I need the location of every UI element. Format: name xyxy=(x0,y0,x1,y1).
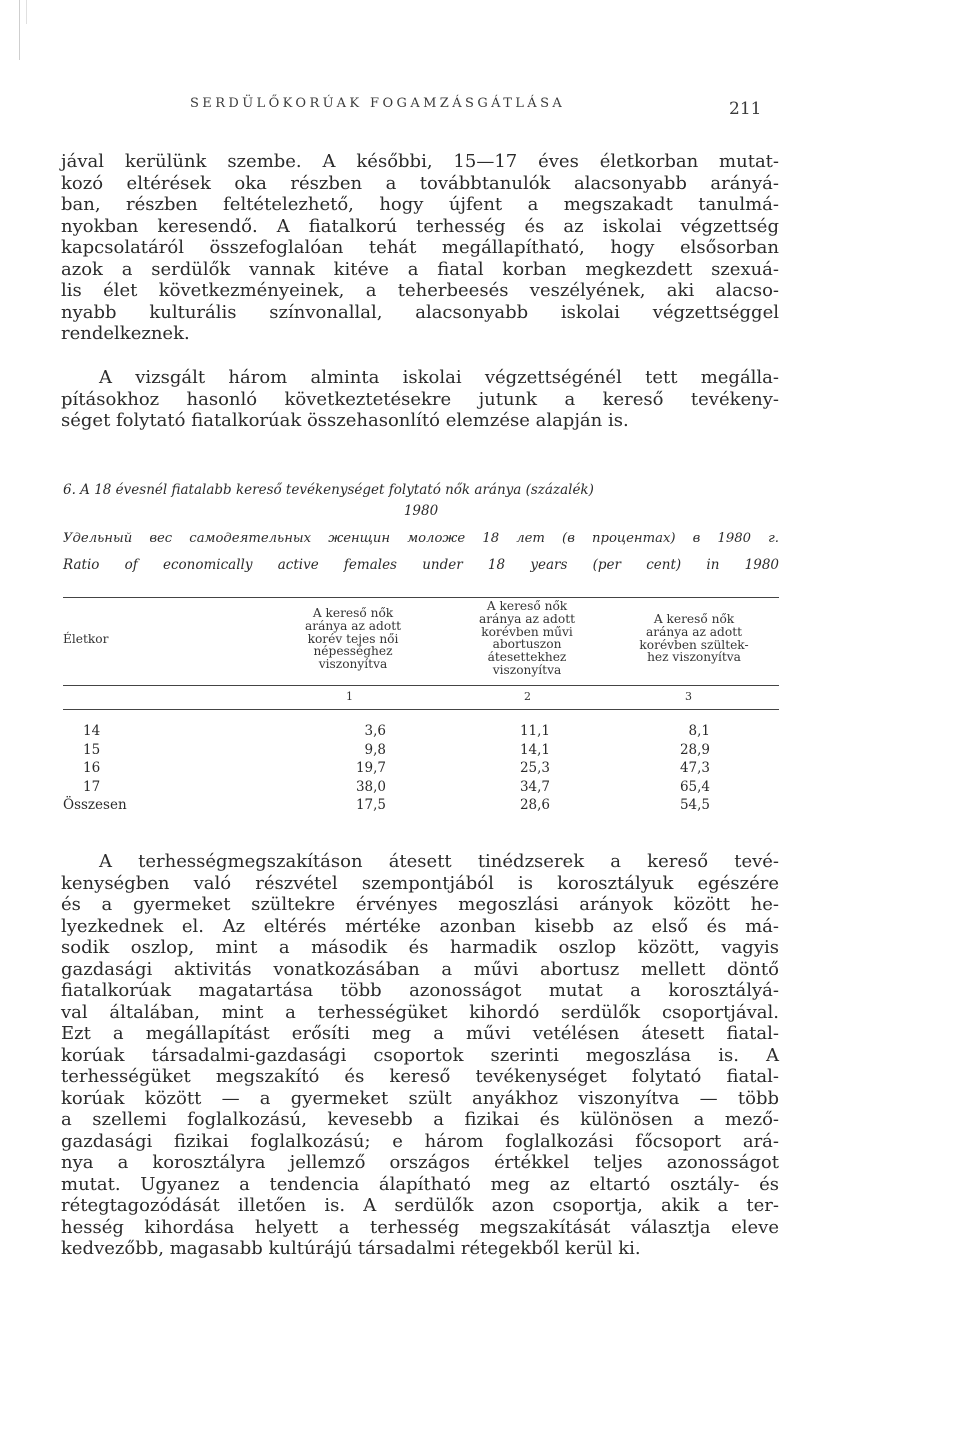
paragraph-line: hesség kihordása helyett a terhesség megszakítását választja eleve xyxy=(61,1216,779,1238)
row-label: 17 xyxy=(83,778,101,795)
paragraph-line: rétegtagozódását illetően is. A serdülők azon csoportja, akik a ter- xyxy=(61,1195,779,1216)
paragraph-line: pításokhoz hasonló következtetésekre jutunk a kereső tevékeny- xyxy=(61,388,779,410)
paragraph-line: sodik oszlop, mint a második és harmadik oszlop között, vagyis xyxy=(61,937,779,958)
paragraph-1 xyxy=(61,151,779,345)
header-line: népességhez xyxy=(313,644,393,659)
paragraph-line: kedvezőbb, magasabb kultúrájú társadalmi rétegekből kerül ki. xyxy=(61,1238,641,1259)
table-column-number-3: 3 xyxy=(685,690,692,703)
table-cell: 8,1 xyxy=(688,723,710,739)
paragraph-line: nya a korosztályra jellemző országos értékkel teljes azonosságot xyxy=(61,1152,779,1173)
table-cell: 34,7 xyxy=(519,778,550,795)
header-line: átesettekhez xyxy=(487,650,567,665)
paragraph-line: val általában, mint a terhességüket kihordó serdülők csoportjával. xyxy=(61,1001,779,1023)
table-column-values-2 xyxy=(470,722,550,815)
row-label: 15 xyxy=(83,741,101,758)
table-column-header-3 xyxy=(624,613,764,664)
paragraph-line: a szellemi foglalkozású, kevesebb a fizikai és különösen a mező- xyxy=(61,1109,779,1130)
header-line: A kereső nők xyxy=(653,612,735,626)
paragraph-line: kozó eltérések oka részben a továbbtanulók alacsonyabb arányá- xyxy=(61,172,779,194)
table-number-rule xyxy=(63,709,779,710)
paragraph-line: korúak társadalmi-gazdasági csoportok szerinti megoszlása is. A xyxy=(61,1044,779,1066)
table-cell: 25,3 xyxy=(519,760,550,777)
table-column-number-2: 2 xyxy=(524,690,531,703)
scan-edge-mark-secondary xyxy=(26,0,27,24)
table-column-values-3 xyxy=(630,722,710,815)
page-number: 211 xyxy=(729,99,762,119)
table-column-values-1 xyxy=(300,722,386,815)
paragraph-2 xyxy=(61,367,779,432)
table-caption xyxy=(63,480,779,576)
table-caption-english: Ratio of economically active females under 18 years (per cent) in 1980 xyxy=(63,557,779,573)
paragraph-line: gazdasági fizikai foglalkozású; e három foglalkozási főcsoport ará- xyxy=(61,1130,779,1152)
scan-edge-mark xyxy=(19,0,20,60)
paragraph-line: lis élet következményeinek, a teherbeesés veszélyének, aki alacso- xyxy=(61,280,779,301)
header-line: korév tejes női xyxy=(307,631,399,646)
paragraph-line: korúak között — a gyermeket szült anyákhoz viszonyítva — több xyxy=(61,1087,779,1109)
paragraph-line: gazdasági aktivitás vonatkozásában a művi abortusz mellett döntő xyxy=(61,958,779,980)
paragraph-line: nyokban keresendő. A fiatalkorú terhesség és az iskolai végzettség xyxy=(61,215,779,237)
paragraph-line: jával kerülünk szembe. A későbbi, 15—17 éves életkorban mutat- xyxy=(61,151,779,172)
paragraph-line: fiatalkorúak magatartása több azonosságot mutat a korosztályá- xyxy=(61,980,779,1001)
paragraph-line: Ezt a megállapítást erősíti meg a művi vetélésen átesett fiatal- xyxy=(61,1023,779,1044)
header-line: A kereső nők xyxy=(312,606,394,620)
header-line: korévben szültek- xyxy=(639,637,749,652)
header-line: viszonyítva xyxy=(318,657,388,672)
paragraph-3 xyxy=(61,851,779,1260)
running-header: SERDÜLŐKORÚAK FOGAMZÁSGÁTLÁSA xyxy=(190,96,566,111)
table-cell: 28,9 xyxy=(679,741,710,758)
header-line: aránya az adott xyxy=(305,618,401,633)
paragraph-line: rendelkeznek. xyxy=(61,323,190,344)
header-line: aránya az adott xyxy=(479,611,575,626)
table-caption-russian: Удельный вес самодеятельных женщин моложе 18 лет (в процентах) в 1980 г. xyxy=(63,531,779,546)
table-cell: 65,4 xyxy=(679,778,710,795)
table-caption-year: 1980 xyxy=(403,503,439,519)
paragraph-line: kenységben való részvétel szempontjából is korosztályuk egészére xyxy=(61,872,779,894)
table-cell: 17,5 xyxy=(355,797,386,814)
paragraph-line: kapcsolatáról összefoglalóan tehát megállapítható, hogy elsősorban xyxy=(61,237,779,258)
table-top-rule xyxy=(63,597,779,598)
table-column-header-1 xyxy=(288,607,418,671)
paragraph-line: mutat. Ugyanez a tendencia álapítható meg az eltartó osztály- és xyxy=(61,1173,779,1195)
paragraph-line: A terhességmegszakításon átesett tinédzserek a kereső tevé- xyxy=(99,851,779,872)
table-cell: 9,8 xyxy=(364,741,386,758)
table-cell: 28,6 xyxy=(519,797,550,814)
header-line: A kereső nők xyxy=(486,599,568,613)
header-line: aránya az adott xyxy=(646,624,742,639)
row-label: 14 xyxy=(83,723,101,739)
table-row-labels xyxy=(63,722,153,815)
paragraph-line: séget folytató fiatalkorúak összehasonlító elemzése alapján is. xyxy=(61,410,629,431)
table-cell: 38,0 xyxy=(355,778,386,795)
table-caption-hungarian: 6. A 18 évesnél fiatalabb kereső tevékenységet folytató nők aránya (százalék) xyxy=(63,482,594,498)
table-cell: 47,3 xyxy=(679,760,710,777)
paragraph-line: lyezkednek el. Az eltérés mértéke azonban kisebb az első és má- xyxy=(61,915,779,937)
table-cell: 19,7 xyxy=(355,760,386,777)
paragraph-line: nyabb kulturális színvonallal, alacsonyabb iskolai végzettséggel xyxy=(61,301,779,323)
paragraph-line: és a gyermeket szültekre érvényes megoszlási arányok között he- xyxy=(61,894,779,915)
table-column-number-1: 1 xyxy=(346,690,353,703)
paragraph-line: azok a serdülők vannak kitéve a fiatal korban megkezdett szexuá- xyxy=(61,258,779,280)
table-cell: 3,6 xyxy=(364,723,386,739)
row-label: 16 xyxy=(83,760,101,777)
table-cell: 14,1 xyxy=(519,741,550,758)
header-line: hez viszonyítva xyxy=(647,650,741,665)
header-line: korévben művi xyxy=(481,624,573,639)
paragraph-line: A vizsgált három alminta iskolai végzettségénél tett megálla- xyxy=(99,367,779,388)
table-cell: 11,1 xyxy=(519,723,550,739)
header-line: viszonyítva xyxy=(492,662,562,677)
table-column-header-2 xyxy=(462,600,592,677)
header-line: abortuszon xyxy=(492,637,562,652)
row-label: Összesen xyxy=(63,797,127,814)
paragraph-line: ban, részben feltételezhető, hogy újfent a megszakadt tanulmá- xyxy=(61,194,779,215)
table-stub-header: Életkor xyxy=(63,632,109,646)
paragraph-line: terhességüket megszakító és kereső tevékenységet folytató fiatal- xyxy=(61,1066,779,1087)
table-header-rule xyxy=(63,685,779,686)
table-cell: 54,5 xyxy=(679,797,710,814)
